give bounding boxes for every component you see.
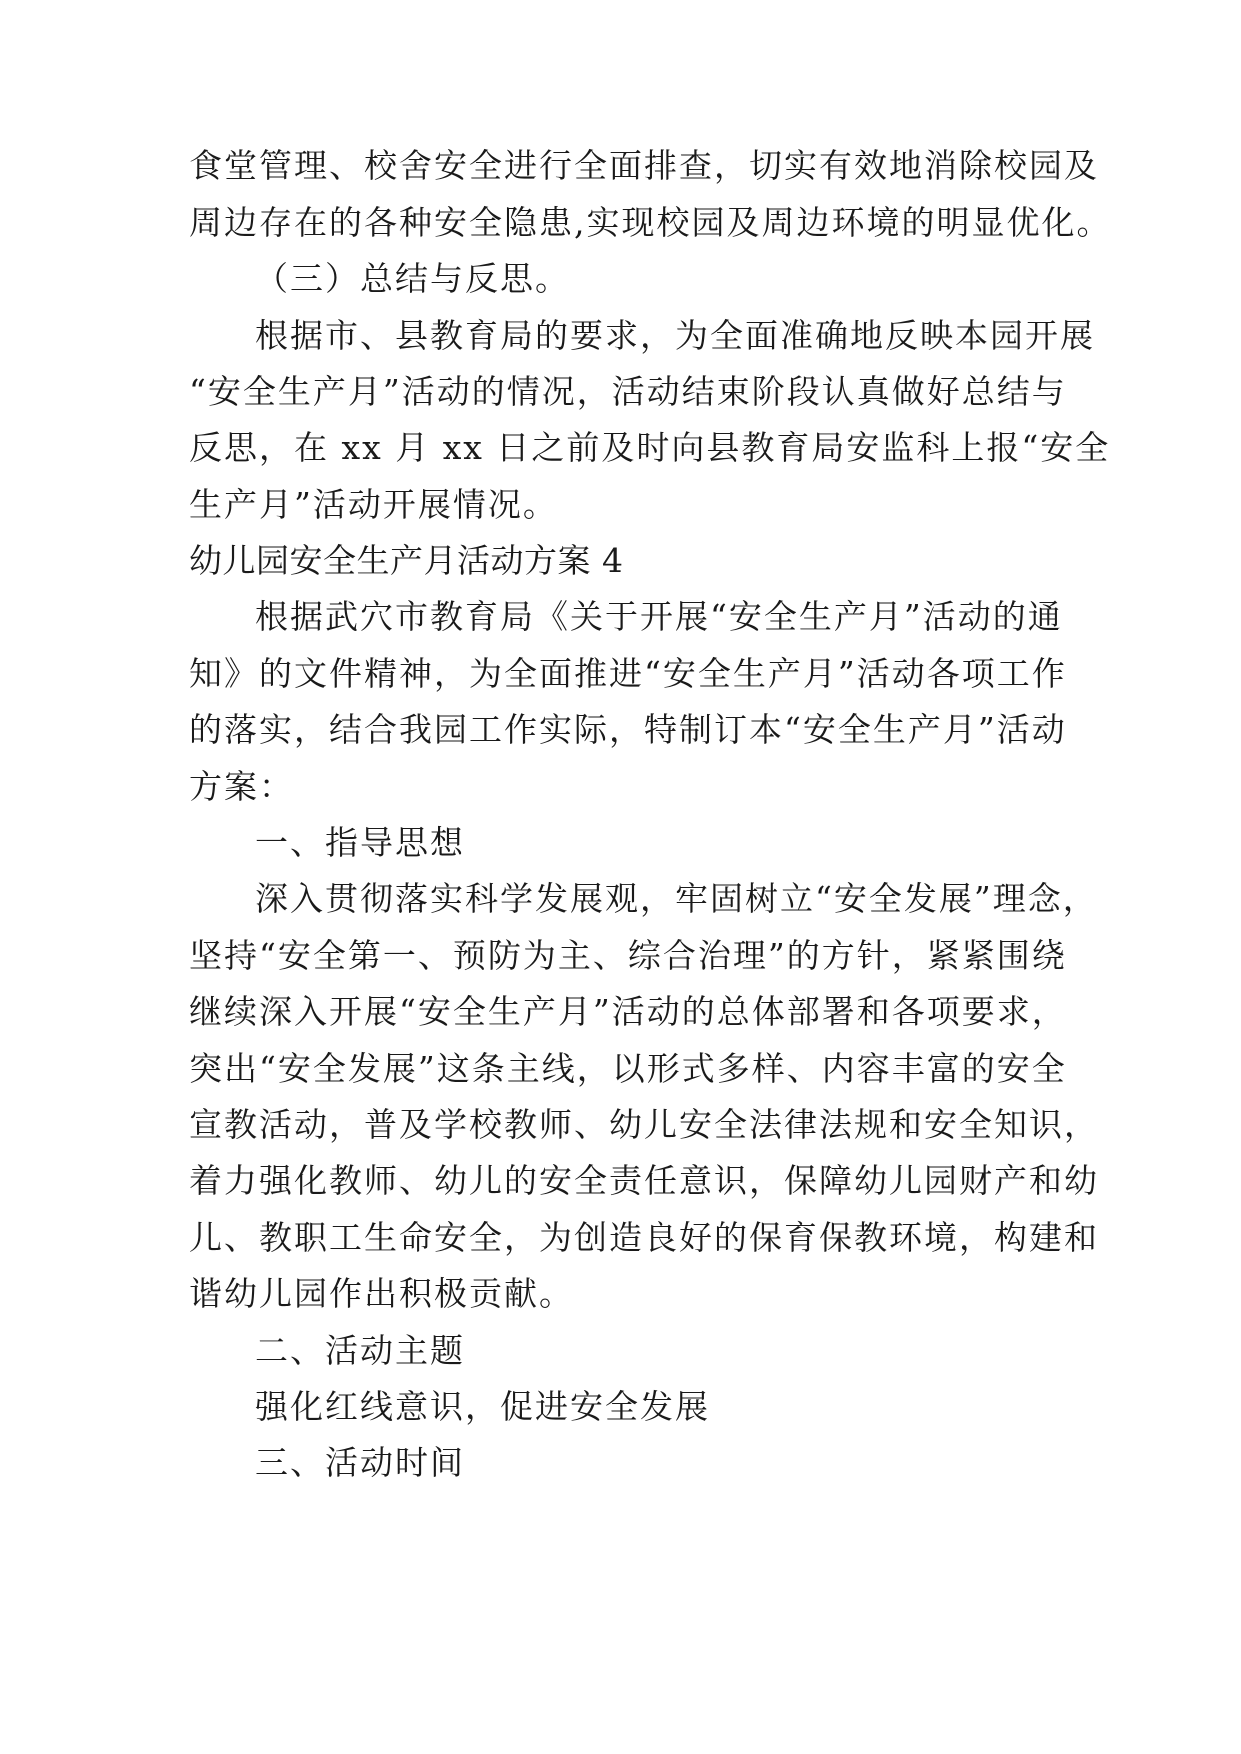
document-title: 幼儿园安全生产月活动方案 4 xyxy=(189,541,624,580)
section-subheading: （三）总结与反思。 xyxy=(255,259,570,298)
section-heading: 三、活动时间 xyxy=(255,1443,465,1482)
paragraph-line: 的落实，结合我园工作实际，特制订本“安全生产月”活动 xyxy=(189,710,1067,749)
paragraph-line: 着力强化教师、幼儿的安全责任意识，保障幼儿园财产和幼 xyxy=(189,1161,1099,1200)
paragraph-line: 谐幼儿园作出积极贡献。 xyxy=(189,1274,574,1313)
paragraph-line: “安全生产月”活动的情况，活动结束阶段认真做好总结与 xyxy=(189,372,1067,411)
paragraph-line: 宣教活动，普及学校教师、幼儿安全法律法规和安全知识， xyxy=(189,1105,1099,1144)
paragraph-line: 继续深入开展“安全生产月”活动的总体部署和各项要求， xyxy=(189,992,1067,1031)
paragraph-line: 反思，在 xx 月 xx 日之前及时向县教育局安监科上报“安全 xyxy=(189,428,1111,467)
paragraph-line: 根据市、县教育局的要求，为全面准确地反映本园开展 xyxy=(255,316,1095,355)
paragraph-line: 食堂管理、校舍安全进行全面排查，切实有效地消除校园及 xyxy=(189,146,1099,185)
paragraph-line: 强化红线意识，促进安全发展 xyxy=(255,1387,710,1426)
paragraph-line: 儿、教职工生命安全，为创造良好的保育保教环境，构建和 xyxy=(189,1218,1099,1257)
paragraph-line: 深入贯彻落实科学发展观，牢固树立“安全发展”理念， xyxy=(255,879,1098,918)
paragraph-line: 坚持“安全第一、预防为主、综合治理”的方针，紧紧围绕 xyxy=(189,936,1067,975)
paragraph-line: 知》的文件精神，为全面推进“安全生产月”活动各项工作 xyxy=(189,654,1067,693)
section-heading: 二、活动主题 xyxy=(255,1331,465,1370)
paragraph-line: 周边存在的各种安全隐患,实现校园及周边环境的明显优化。 xyxy=(189,203,1112,242)
paragraph-line: 生产月”活动开展情况。 xyxy=(189,485,558,524)
paragraph-line: 根据武穴市教育局《关于开展“安全生产月”活动的通 xyxy=(255,597,1063,636)
paragraph-line: 方案： xyxy=(189,767,294,806)
section-heading: 一、指导思想 xyxy=(255,823,465,862)
paragraph-line: 突出“安全发展”这条主线，以形式多样、内容丰富的安全 xyxy=(189,1049,1067,1088)
